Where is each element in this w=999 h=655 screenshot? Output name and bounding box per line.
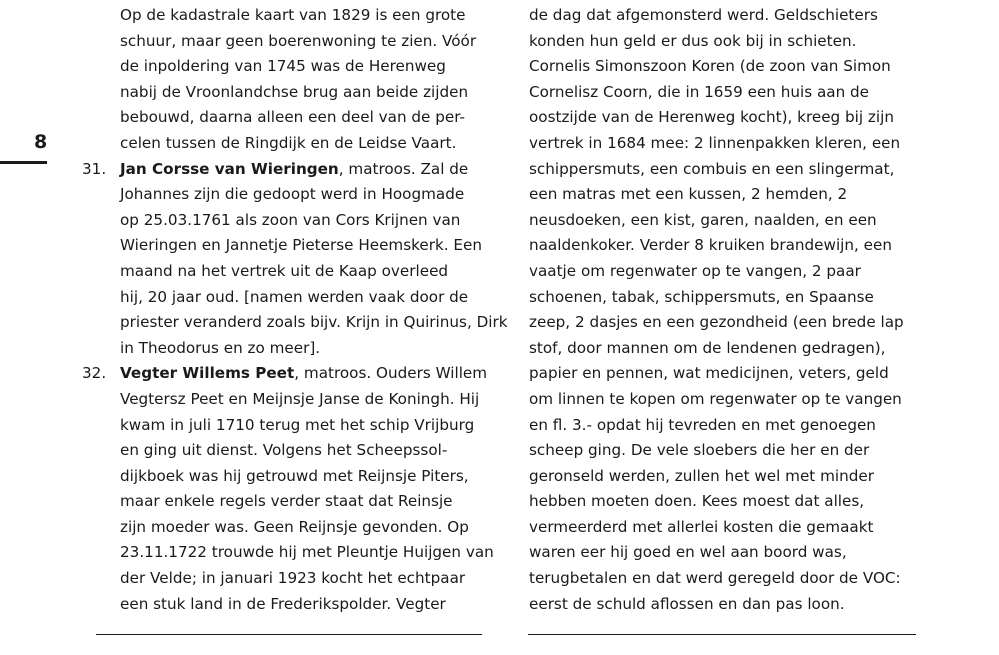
entry-32 [82, 361, 494, 617]
text-line: de dag dat afgemonsterd werd. Geldschieters [529, 6, 878, 24]
text-line: zeep, 2 dasjes en een gezondheid (een brede lap [529, 313, 904, 332]
entry-31 [82, 157, 508, 362]
text-line: papier en pennen, wat medicijnen, veters, geld [529, 364, 889, 383]
text-line: neusdoeken, een kist, garen, naalden, en een [529, 210, 877, 229]
text-line: vertrek in 1684 mee: 2 linnenpakken kleren, een [529, 133, 901, 152]
text-line: Vegtersz Peet en Meijnsje Janse de Koningh. Hij [120, 389, 480, 408]
text-line: en fl. 3.- opdat hij tevreden en met genoegen [529, 415, 876, 434]
text-line: Johannes zijn die gedoopt werd in Hoogmade [120, 185, 465, 204]
text-line: der Velde; in januari 1923 kocht het echtpaar [120, 569, 466, 588]
left-column [82, 3, 508, 617]
page-number: 8 [34, 131, 48, 153]
text-line: geronseld werden, zullen het wel met minder [529, 466, 874, 485]
text-line: 23.11.1722 trouwde hij met Pleuntje Huijgen van [120, 543, 494, 562]
text-line: hebben moeten doen. Kees moest dat alles, [529, 492, 865, 511]
text-line: in Theodorus en zo meer]. [120, 338, 321, 357]
text-line: eerst de schuld aflossen en dan pas loon. [529, 594, 845, 613]
footer-rule-right [528, 634, 916, 635]
text-line: kwam in juli 1710 terug met het schip Vrijburg [120, 415, 475, 434]
text-line: op 25.03.1761 als zoon van Cors Krijnen van [120, 210, 461, 229]
text-line: bebouwd, daarna alleen een deel van de per- [120, 108, 465, 127]
text-line: Cornelis Simonszoon Koren (de zoon van Simon [529, 57, 891, 76]
text-line: schippersmuts, een combuis en een slingermat, [529, 159, 895, 178]
text-line: maand na het vertrek uit de Kaap overleed [120, 261, 449, 280]
person-name: Vegter Willems Peet [120, 364, 295, 383]
text-line: waren eer hij goed en wel aan boord was, [529, 543, 847, 562]
text-fragment: , matroos. Zal de [338, 159, 469, 178]
entry-first-line [120, 157, 488, 183]
right-column [529, 3, 919, 617]
text-line: een stuk land in de Frederikspolder. Vegter [120, 594, 446, 613]
text-line: en ging uit dienst. Volgens het Scheepssol- [120, 441, 448, 460]
text-line: schuur, maar geen boerenwoning te zien. Vóór [120, 31, 477, 50]
text-line: celen tussen de Ringdijk en de Leidse Vaart. [120, 133, 457, 152]
text-line: maar enkele regels verder staat dat Reinsje [120, 492, 453, 511]
text-line: Wieringen en Jannetje Pieterse Heemskerk. Een [120, 236, 482, 255]
entry-number: 31. [82, 159, 107, 178]
text-line: zijn moeder was. Geen Reijnsje gevonden. Op [120, 517, 469, 536]
text-line: om linnen te kopen om regenwater op te vangen [529, 389, 902, 408]
text-line: dijkboek was hij getrouwd met Reijnsje Piters, [120, 466, 469, 485]
text-line: stof, door mannen om de lendenen gedragen), [529, 338, 886, 357]
text-line: schoenen, tabak, schippersmuts, en Spaanse [529, 287, 874, 306]
text-line: scheep ging. De vele sloebers die her en der [529, 441, 870, 460]
text-line: oostzijde van de Herenweg kocht), kreeg bij zijn [529, 108, 894, 127]
text-line: Cornelisz Coorn, die in 1659 een huis aan de [529, 82, 870, 101]
text-line: priester veranderd zoals bijv. Krijn in Quirinus, Dirk [120, 313, 508, 332]
text-line: de inpoldering van 1745 was de Herenweg [120, 57, 446, 76]
intro-paragraph [120, 3, 488, 157]
footer-rule-left [96, 634, 482, 635]
entry-first-line [120, 361, 488, 387]
text-line: een matras met een kussen, 2 hemden, 2 [529, 185, 848, 204]
text-line: Op de kadastrale kaart van 1829 is een grote [120, 6, 466, 24]
page-edge-marker [0, 161, 47, 164]
text-line: vaatje om regenwater op te vangen, 2 paar [529, 261, 861, 280]
text-line: konden hun geld er dus ook bij in schieten. [529, 31, 857, 50]
text-line: naaldenkoker. Verder 8 kruiken brandewijn, een [529, 236, 892, 255]
entry-number: 32. [82, 364, 107, 383]
text-line: hij, 20 jaar oud. [namen werden vaak door de [120, 287, 469, 306]
person-name: Jan Corsse van Wieringen [120, 159, 339, 178]
text-line: vermeerderd met allerlei kosten die gemaakt [529, 517, 874, 536]
text-line: nabij de Vroonlandchse brug aan beide zijden [120, 82, 469, 101]
text-fragment: , matroos. Ouders Willem [294, 364, 488, 383]
text-line: terugbetalen en dat werd geregeld door de VOC: [529, 569, 901, 588]
